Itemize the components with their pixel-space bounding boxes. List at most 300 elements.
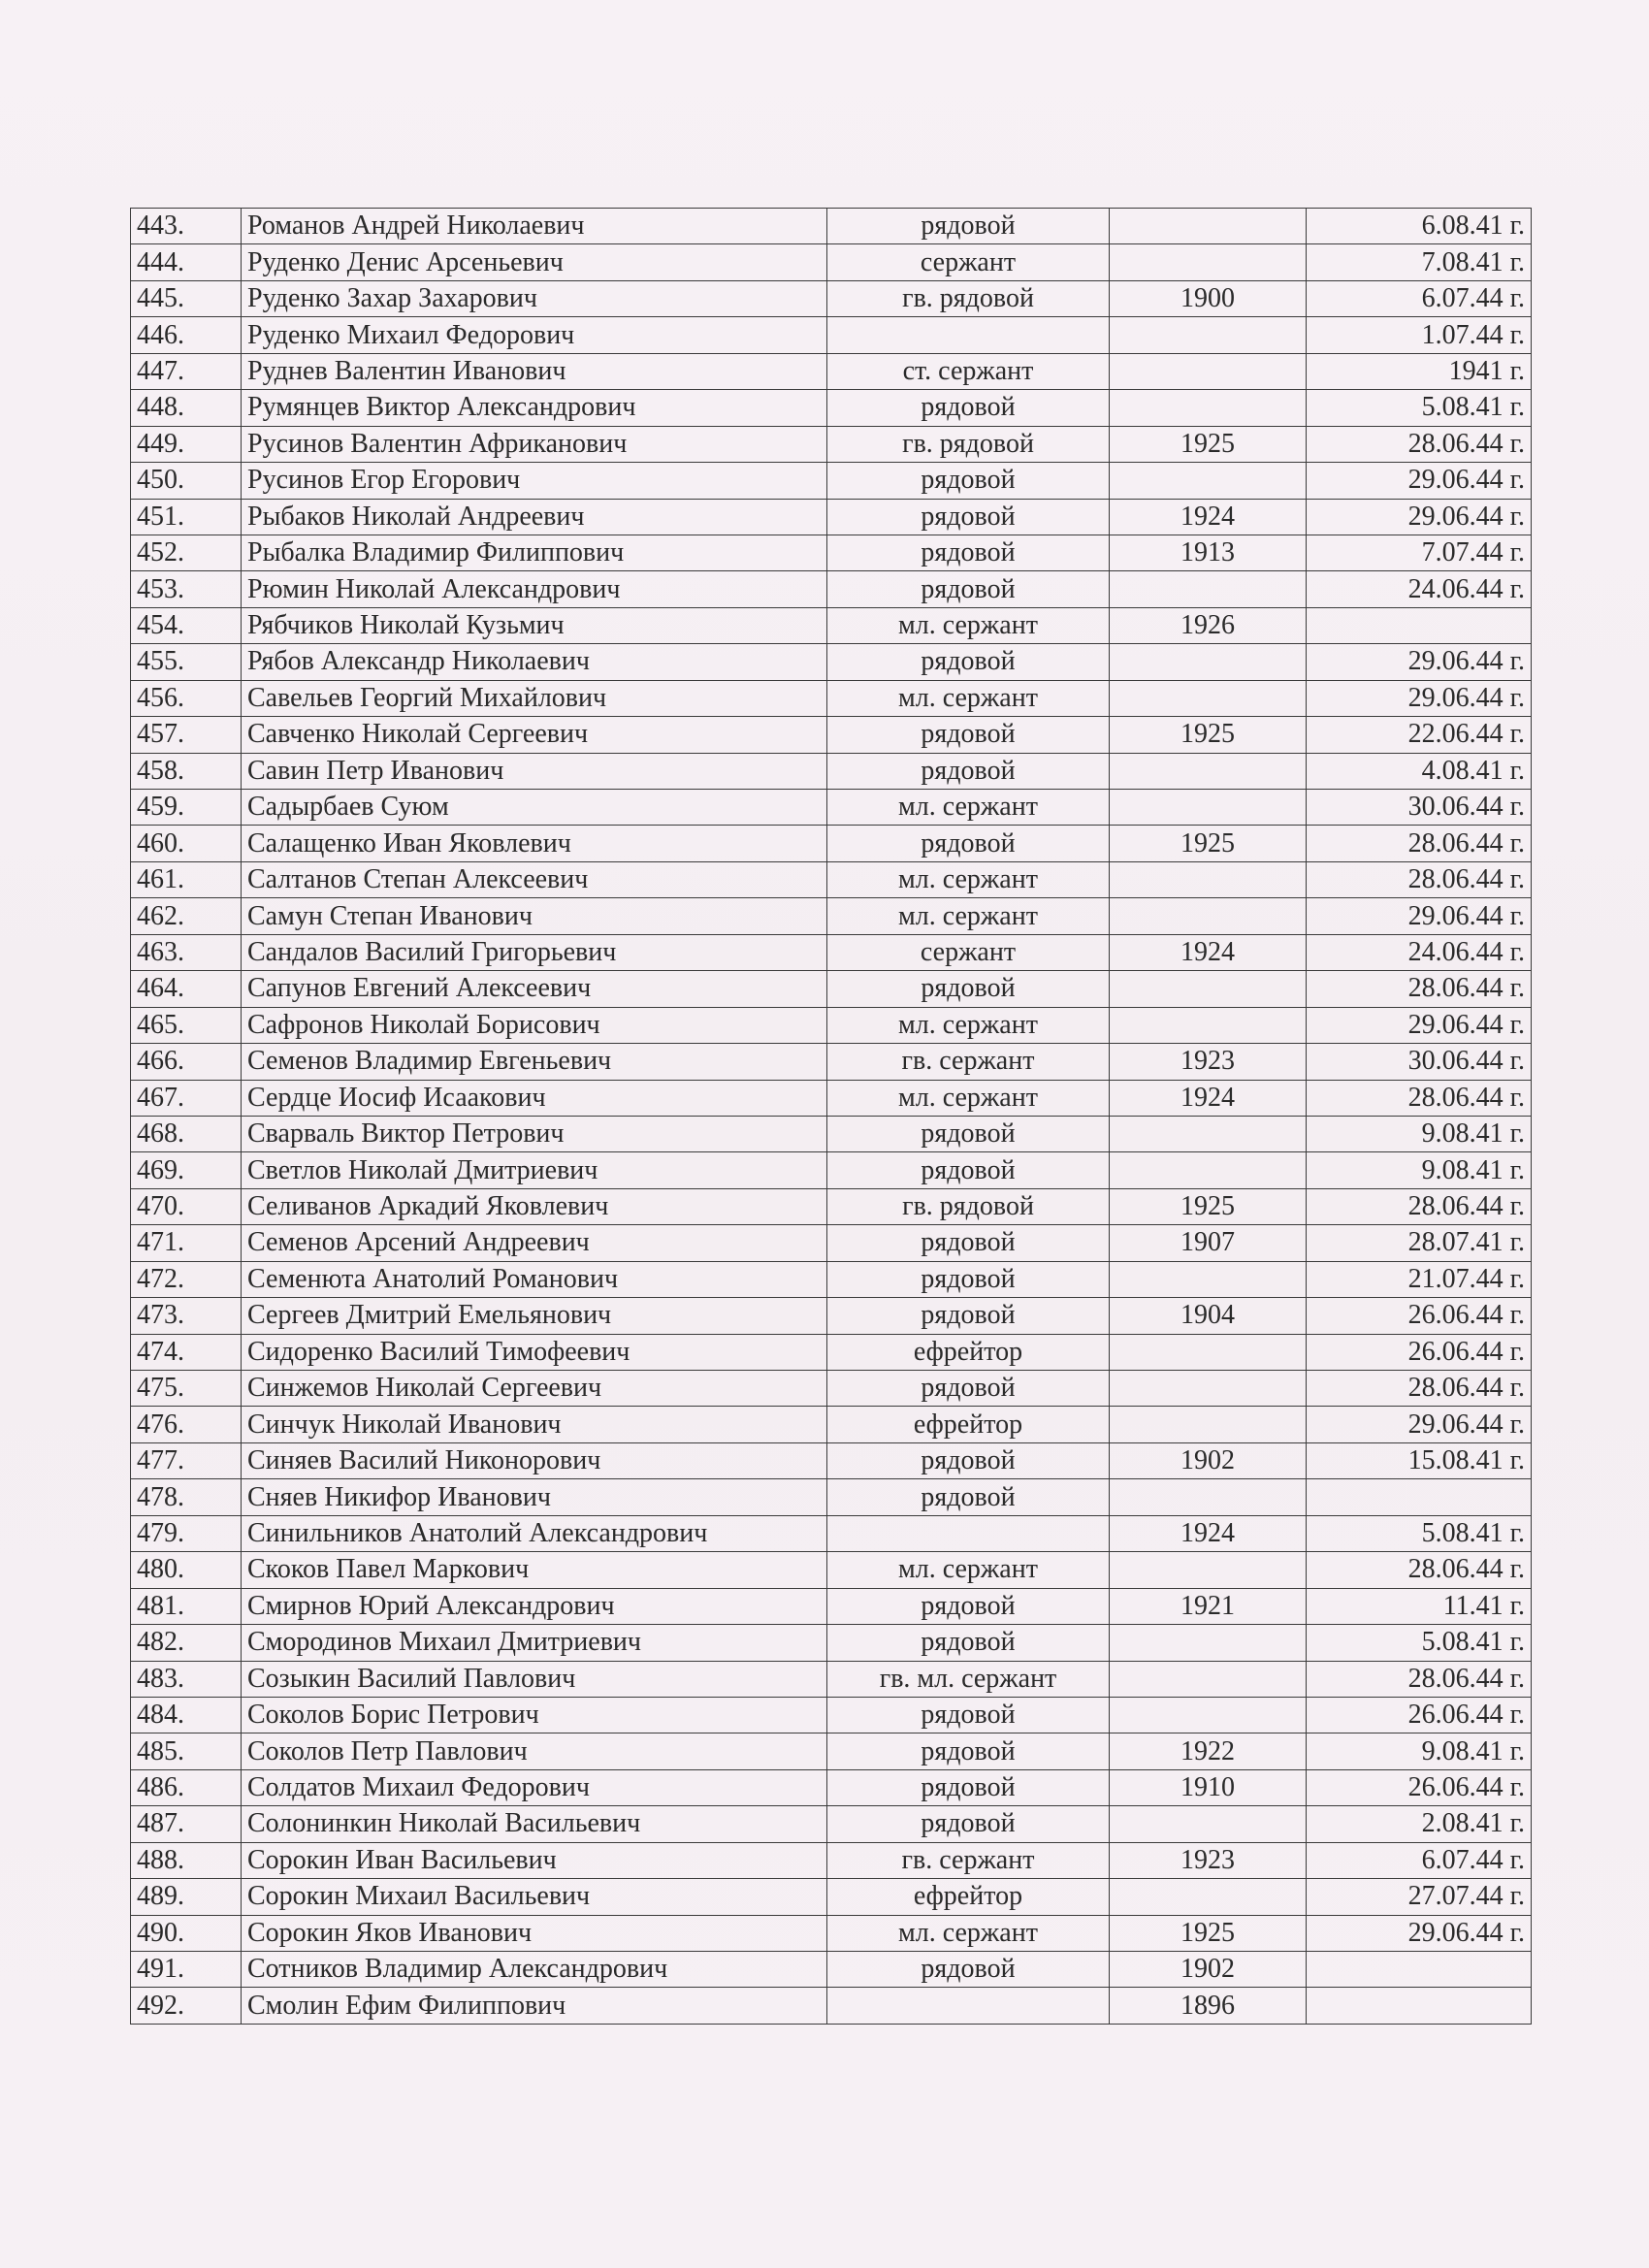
birth-year [1110,790,1307,826]
row-number: 491. [131,1952,242,1988]
soldier-name: Сидоренко Василий Тимофеевич [242,1334,827,1370]
soldier-name: Савельев Георгий Михайлович [242,680,827,716]
soldier-name: Рябчиков Николай Кузьмич [242,607,827,643]
table-row [131,1298,1532,1334]
military-rank: рядовой [827,753,1110,789]
table-row [131,934,1532,970]
date-of-death: 9.08.41 г. [1307,1733,1532,1769]
military-rank: рядовой [827,209,1110,244]
birth-year: 1910 [1110,1769,1307,1805]
table-row [131,826,1532,861]
table-row [131,244,1532,280]
birth-year: 1925 [1110,1915,1307,1951]
row-number: 489. [131,1879,242,1915]
table-row [131,535,1532,570]
row-number: 464. [131,971,242,1007]
military-rank: мл. сержант [827,861,1110,897]
military-rank: рядовой [827,535,1110,570]
row-number: 466. [131,1044,242,1080]
birth-year [1110,1806,1307,1842]
military-rank: мл. сержант [827,898,1110,934]
date-of-death: 7.07.44 г. [1307,535,1532,570]
date-of-death: 28.07.41 г. [1307,1225,1532,1261]
soldier-name: Солдатов Михаил Федорович [242,1769,827,1805]
row-number: 472. [131,1261,242,1297]
military-rank: мл. сержант [827,607,1110,643]
military-rank: гв. сержант [827,1044,1110,1080]
military-rank [827,1515,1110,1551]
birth-year: 1926 [1110,607,1307,643]
military-rank: мл. сержант [827,1915,1110,1951]
soldier-name: Румянцев Виктор Александрович [242,390,827,426]
row-number: 477. [131,1442,242,1478]
soldier-name: Руденко Денис Арсеньевич [242,244,827,280]
table-row [131,1842,1532,1878]
date-of-death: 26.06.44 г. [1307,1769,1532,1805]
birth-year [1110,1371,1307,1407]
birth-year [1110,1879,1307,1915]
birth-year: 1902 [1110,1952,1307,1988]
date-of-death: 29.06.44 г. [1307,499,1532,535]
soldier-name: Садырбаев Суюм [242,790,827,826]
table-row [131,209,1532,244]
soldier-name: Селиванов Аркадий Яковлевич [242,1188,827,1224]
soldier-name: Рыбалка Владимир Филиппович [242,535,827,570]
soldier-name: Смородинов Михаил Дмитриевич [242,1625,827,1661]
soldier-name: Савин Петр Иванович [242,753,827,789]
military-rank: рядовой [827,971,1110,1007]
military-rank: гв. рядовой [827,1188,1110,1224]
soldier-name: Синчук Николай Иванович [242,1407,827,1442]
date-of-death: 29.06.44 г. [1307,644,1532,680]
birth-year [1110,861,1307,897]
row-number: 476. [131,1407,242,1442]
military-rank: мл. сержант [827,790,1110,826]
birth-year [1110,1479,1307,1515]
table-row [131,353,1532,389]
date-of-death: 29.06.44 г. [1307,463,1532,499]
military-rank: сержант [827,244,1110,280]
date-of-death: 7.08.41 г. [1307,244,1532,280]
military-rank: мл. сержант [827,1552,1110,1588]
military-rank: гв. мл. сержант [827,1661,1110,1697]
soldier-name: Синяев Василий Никонорович [242,1442,827,1478]
date-of-death: 6.08.41 г. [1307,209,1532,244]
birth-year: 1913 [1110,535,1307,570]
military-rank: рядовой [827,463,1110,499]
row-number: 492. [131,1988,242,2024]
date-of-death: 26.06.44 г. [1307,1298,1532,1334]
soldier-name: Салащенко Иван Яковлевич [242,826,827,861]
row-number: 479. [131,1515,242,1551]
row-number: 459. [131,790,242,826]
birth-year: 1902 [1110,1442,1307,1478]
row-number: 468. [131,1116,242,1151]
military-rank: мл. сержант [827,680,1110,716]
table-row [131,390,1532,426]
military-rank: мл. сержант [827,1080,1110,1116]
date-of-death: 29.06.44 г. [1307,1407,1532,1442]
soldier-name: Романов Андрей Николаевич [242,209,827,244]
date-of-death [1307,1988,1532,2024]
date-of-death: 9.08.41 г. [1307,1152,1532,1188]
soldier-name: Скоков Павел Маркович [242,1552,827,1588]
military-rank: рядовой [827,1479,1110,1515]
table-row [131,463,1532,499]
table-row [131,1552,1532,1588]
military-rank: ефрейтор [827,1879,1110,1915]
date-of-death: 9.08.41 г. [1307,1116,1532,1151]
soldier-name: Рябов Александр Николаевич [242,644,827,680]
table-row [131,1116,1532,1151]
birth-year [1110,753,1307,789]
row-number: 447. [131,353,242,389]
date-of-death: 24.06.44 г. [1307,571,1532,607]
military-rank: ст. сержант [827,353,1110,389]
table-row [131,1371,1532,1407]
military-rank: рядовой [827,717,1110,753]
table-row [131,1334,1532,1370]
date-of-death: 29.06.44 г. [1307,1007,1532,1043]
date-of-death: 5.08.41 г. [1307,390,1532,426]
date-of-death: 2.08.41 г. [1307,1806,1532,1842]
row-number: 444. [131,244,242,280]
table-row [131,1479,1532,1515]
table-row [131,1697,1532,1733]
date-of-death: 28.06.44 г. [1307,971,1532,1007]
birth-year [1110,571,1307,607]
row-number: 465. [131,1007,242,1043]
table-row [131,680,1532,716]
soldier-name: Рыбаков Николай Андреевич [242,499,827,535]
birth-year [1110,1152,1307,1188]
birth-year: 1922 [1110,1733,1307,1769]
table-row [131,971,1532,1007]
table-row [131,1733,1532,1769]
soldier-name: Савченко Николай Сергеевич [242,717,827,753]
birth-year [1110,1261,1307,1297]
soldier-name: Сорокин Яков Иванович [242,1915,827,1951]
date-of-death: 29.06.44 г. [1307,1915,1532,1951]
date-of-death [1307,607,1532,643]
soldier-name: Сандалов Василий Григорьевич [242,934,827,970]
military-rank: гв. рядовой [827,426,1110,462]
date-of-death: 29.06.44 г. [1307,898,1532,934]
row-number: 471. [131,1225,242,1261]
birth-year: 1907 [1110,1225,1307,1261]
table-row [131,280,1532,316]
birth-year [1110,644,1307,680]
birth-year [1110,1116,1307,1151]
military-rank: рядовой [827,1588,1110,1624]
date-of-death: 28.06.44 г. [1307,426,1532,462]
row-number: 478. [131,1479,242,1515]
table-row [131,1661,1532,1697]
date-of-death: 1941 г. [1307,353,1532,389]
soldier-name: Соколов Борис Петрович [242,1697,827,1733]
soldier-name: Сергеев Дмитрий Емельянович [242,1298,827,1334]
table-row [131,1152,1532,1188]
row-number: 483. [131,1661,242,1697]
date-of-death: 30.06.44 г. [1307,790,1532,826]
date-of-death: 22.06.44 г. [1307,717,1532,753]
soldier-name: Сафронов Николай Борисович [242,1007,827,1043]
soldier-name: Руднев Валентин Иванович [242,353,827,389]
military-rank: гв. сержант [827,1842,1110,1878]
military-rank: рядовой [827,1371,1110,1407]
date-of-death: 26.06.44 г. [1307,1334,1532,1370]
date-of-death: 26.06.44 г. [1307,1697,1532,1733]
military-rank: рядовой [827,1806,1110,1842]
date-of-death: 28.06.44 г. [1307,1080,1532,1116]
birth-year: 1924 [1110,1080,1307,1116]
birth-year [1110,898,1307,934]
birth-year [1110,1697,1307,1733]
birth-year: 1904 [1110,1298,1307,1334]
military-rank: рядовой [827,826,1110,861]
soldier-name: Солонинкин Николай Васильевич [242,1806,827,1842]
date-of-death: 24.06.44 г. [1307,934,1532,970]
soldier-name: Сапунов Евгений Алексеевич [242,971,827,1007]
date-of-death: 5.08.41 г. [1307,1625,1532,1661]
row-number: 470. [131,1188,242,1224]
row-number: 474. [131,1334,242,1370]
military-rank: рядовой [827,1225,1110,1261]
table-row [131,1588,1532,1624]
military-rank: рядовой [827,499,1110,535]
table-row [131,1261,1532,1297]
birth-year: 1923 [1110,1044,1307,1080]
military-rank: рядовой [827,390,1110,426]
row-number: 453. [131,571,242,607]
soldier-name: Смолин Ефим Филиппович [242,1988,827,2024]
military-rank: ефрейтор [827,1334,1110,1370]
soldier-name: Руденко Михаил Федорович [242,317,827,353]
row-number: 460. [131,826,242,861]
row-number: 448. [131,390,242,426]
birth-year: 1925 [1110,826,1307,861]
birth-year [1110,971,1307,1007]
table-row [131,499,1532,535]
table-row [131,1080,1532,1116]
military-rank [827,1988,1110,2024]
row-number: 488. [131,1842,242,1878]
date-of-death: 30.06.44 г. [1307,1044,1532,1080]
table-row [131,644,1532,680]
military-rank: рядовой [827,1152,1110,1188]
table-row [131,1407,1532,1442]
birth-year [1110,209,1307,244]
table-row [131,571,1532,607]
soldier-name: Салтанов Степан Алексеевич [242,861,827,897]
date-of-death: 21.07.44 г. [1307,1261,1532,1297]
soldier-name: Сварваль Виктор Петрович [242,1116,827,1151]
row-number: 484. [131,1697,242,1733]
soldier-name: Сотников Владимир Александрович [242,1952,827,1988]
row-number: 467. [131,1080,242,1116]
military-rank: сержант [827,934,1110,970]
row-number: 446. [131,317,242,353]
date-of-death: 28.06.44 г. [1307,1371,1532,1407]
birth-year [1110,244,1307,280]
table-row [131,898,1532,934]
birth-year [1110,1625,1307,1661]
row-number: 487. [131,1806,242,1842]
date-of-death: 27.07.44 г. [1307,1879,1532,1915]
row-number: 490. [131,1915,242,1951]
table-row [131,717,1532,753]
soldier-name: Сняев Никифор Иванович [242,1479,827,1515]
table-row [131,1442,1532,1478]
row-number: 445. [131,280,242,316]
birth-year: 1896 [1110,1988,1307,2024]
military-rank: рядовой [827,1261,1110,1297]
military-rank: рядовой [827,1733,1110,1769]
date-of-death: 1.07.44 г. [1307,317,1532,353]
table-row [131,1007,1532,1043]
row-number: 461. [131,861,242,897]
soldier-name: Соколов Петр Павлович [242,1733,827,1769]
row-number: 463. [131,934,242,970]
table-row [131,1625,1532,1661]
roster-table [130,208,1532,2025]
soldier-name: Светлов Николай Дмитриевич [242,1152,827,1188]
birth-year [1110,1407,1307,1442]
date-of-death: 4.08.41 г. [1307,753,1532,789]
date-of-death: 29.06.44 г. [1307,680,1532,716]
soldier-name: Семенов Владимир Евгеньевич [242,1044,827,1080]
soldier-name: Сорокин Михаил Васильевич [242,1879,827,1915]
table-row [131,1806,1532,1842]
military-rank: рядовой [827,1697,1110,1733]
birth-year [1110,1552,1307,1588]
birth-year: 1925 [1110,426,1307,462]
date-of-death: 28.06.44 г. [1307,861,1532,897]
soldier-name: Самун Степан Иванович [242,898,827,934]
date-of-death: 6.07.44 г. [1307,1842,1532,1878]
birth-year [1110,390,1307,426]
soldier-name: Сорокин Иван Васильевич [242,1842,827,1878]
date-of-death [1307,1479,1532,1515]
soldier-name: Синильников Анатолий Александрович [242,1515,827,1551]
birth-year: 1925 [1110,1188,1307,1224]
military-rank: рядовой [827,644,1110,680]
soldier-name: Руденко Захар Захарович [242,280,827,316]
birth-year: 1924 [1110,1515,1307,1551]
birth-year [1110,680,1307,716]
military-rank: ефрейтор [827,1407,1110,1442]
military-rank: мл. сержант [827,1007,1110,1043]
row-number: 454. [131,607,242,643]
birth-year: 1925 [1110,717,1307,753]
military-rank: рядовой [827,1769,1110,1805]
table-row [131,790,1532,826]
soldier-name: Сердце Иосиф Исаакович [242,1080,827,1116]
birth-year [1110,353,1307,389]
table-row [131,426,1532,462]
row-number: 462. [131,898,242,934]
row-number: 452. [131,535,242,570]
row-number: 456. [131,680,242,716]
table-row [131,753,1532,789]
soldier-name: Рюмин Николай Александрович [242,571,827,607]
birth-year [1110,317,1307,353]
table-row [131,1188,1532,1224]
date-of-death: 28.06.44 г. [1307,1188,1532,1224]
table-row [131,607,1532,643]
soldier-name: Русинов Валентин Африканович [242,426,827,462]
soldier-name: Смирнов Юрий Александрович [242,1588,827,1624]
military-rank [827,317,1110,353]
birth-year: 1923 [1110,1842,1307,1878]
birth-year [1110,1334,1307,1370]
soldier-name: Семенов Арсений Андреевич [242,1225,827,1261]
date-of-death: 11.41 г. [1307,1588,1532,1624]
birth-year: 1921 [1110,1588,1307,1624]
row-number: 475. [131,1371,242,1407]
table-row [131,1769,1532,1805]
table-row [131,1952,1532,1988]
row-number: 473. [131,1298,242,1334]
soldier-name: Синжемов Николай Сергеевич [242,1371,827,1407]
date-of-death [1307,1952,1532,1988]
soldier-name: Русинов Егор Егорович [242,463,827,499]
row-number: 481. [131,1588,242,1624]
date-of-death: 6.07.44 г. [1307,280,1532,316]
roster-body [131,209,1532,2025]
row-number: 480. [131,1552,242,1588]
military-rank: рядовой [827,1298,1110,1334]
table-row [131,1225,1532,1261]
table-row [131,1879,1532,1915]
table-row [131,1988,1532,2024]
row-number: 443. [131,209,242,244]
military-rank: рядовой [827,1442,1110,1478]
date-of-death: 28.06.44 г. [1307,1552,1532,1588]
birth-year: 1900 [1110,280,1307,316]
soldier-name: Семенюта Анатолий Романович [242,1261,827,1297]
row-number: 451. [131,499,242,535]
row-number: 482. [131,1625,242,1661]
row-number: 458. [131,753,242,789]
military-rank: рядовой [827,571,1110,607]
table-row [131,317,1532,353]
birth-year [1110,1661,1307,1697]
row-number: 485. [131,1733,242,1769]
birth-year: 1924 [1110,934,1307,970]
date-of-death: 5.08.41 г. [1307,1515,1532,1551]
soldier-name: Созыкин Василий Павлович [242,1661,827,1697]
military-rank: рядовой [827,1116,1110,1151]
table-row [131,1515,1532,1551]
row-number: 486. [131,1769,242,1805]
birth-year [1110,463,1307,499]
birth-year [1110,1007,1307,1043]
table-row [131,1915,1532,1951]
row-number: 455. [131,644,242,680]
row-number: 469. [131,1152,242,1188]
table-row [131,861,1532,897]
row-number: 457. [131,717,242,753]
date-of-death: 15.08.41 г. [1307,1442,1532,1478]
military-rank: рядовой [827,1952,1110,1988]
date-of-death: 28.06.44 г. [1307,1661,1532,1697]
row-number: 450. [131,463,242,499]
table-row [131,1044,1532,1080]
row-number: 449. [131,426,242,462]
military-rank: рядовой [827,1625,1110,1661]
military-rank: гв. рядовой [827,280,1110,316]
